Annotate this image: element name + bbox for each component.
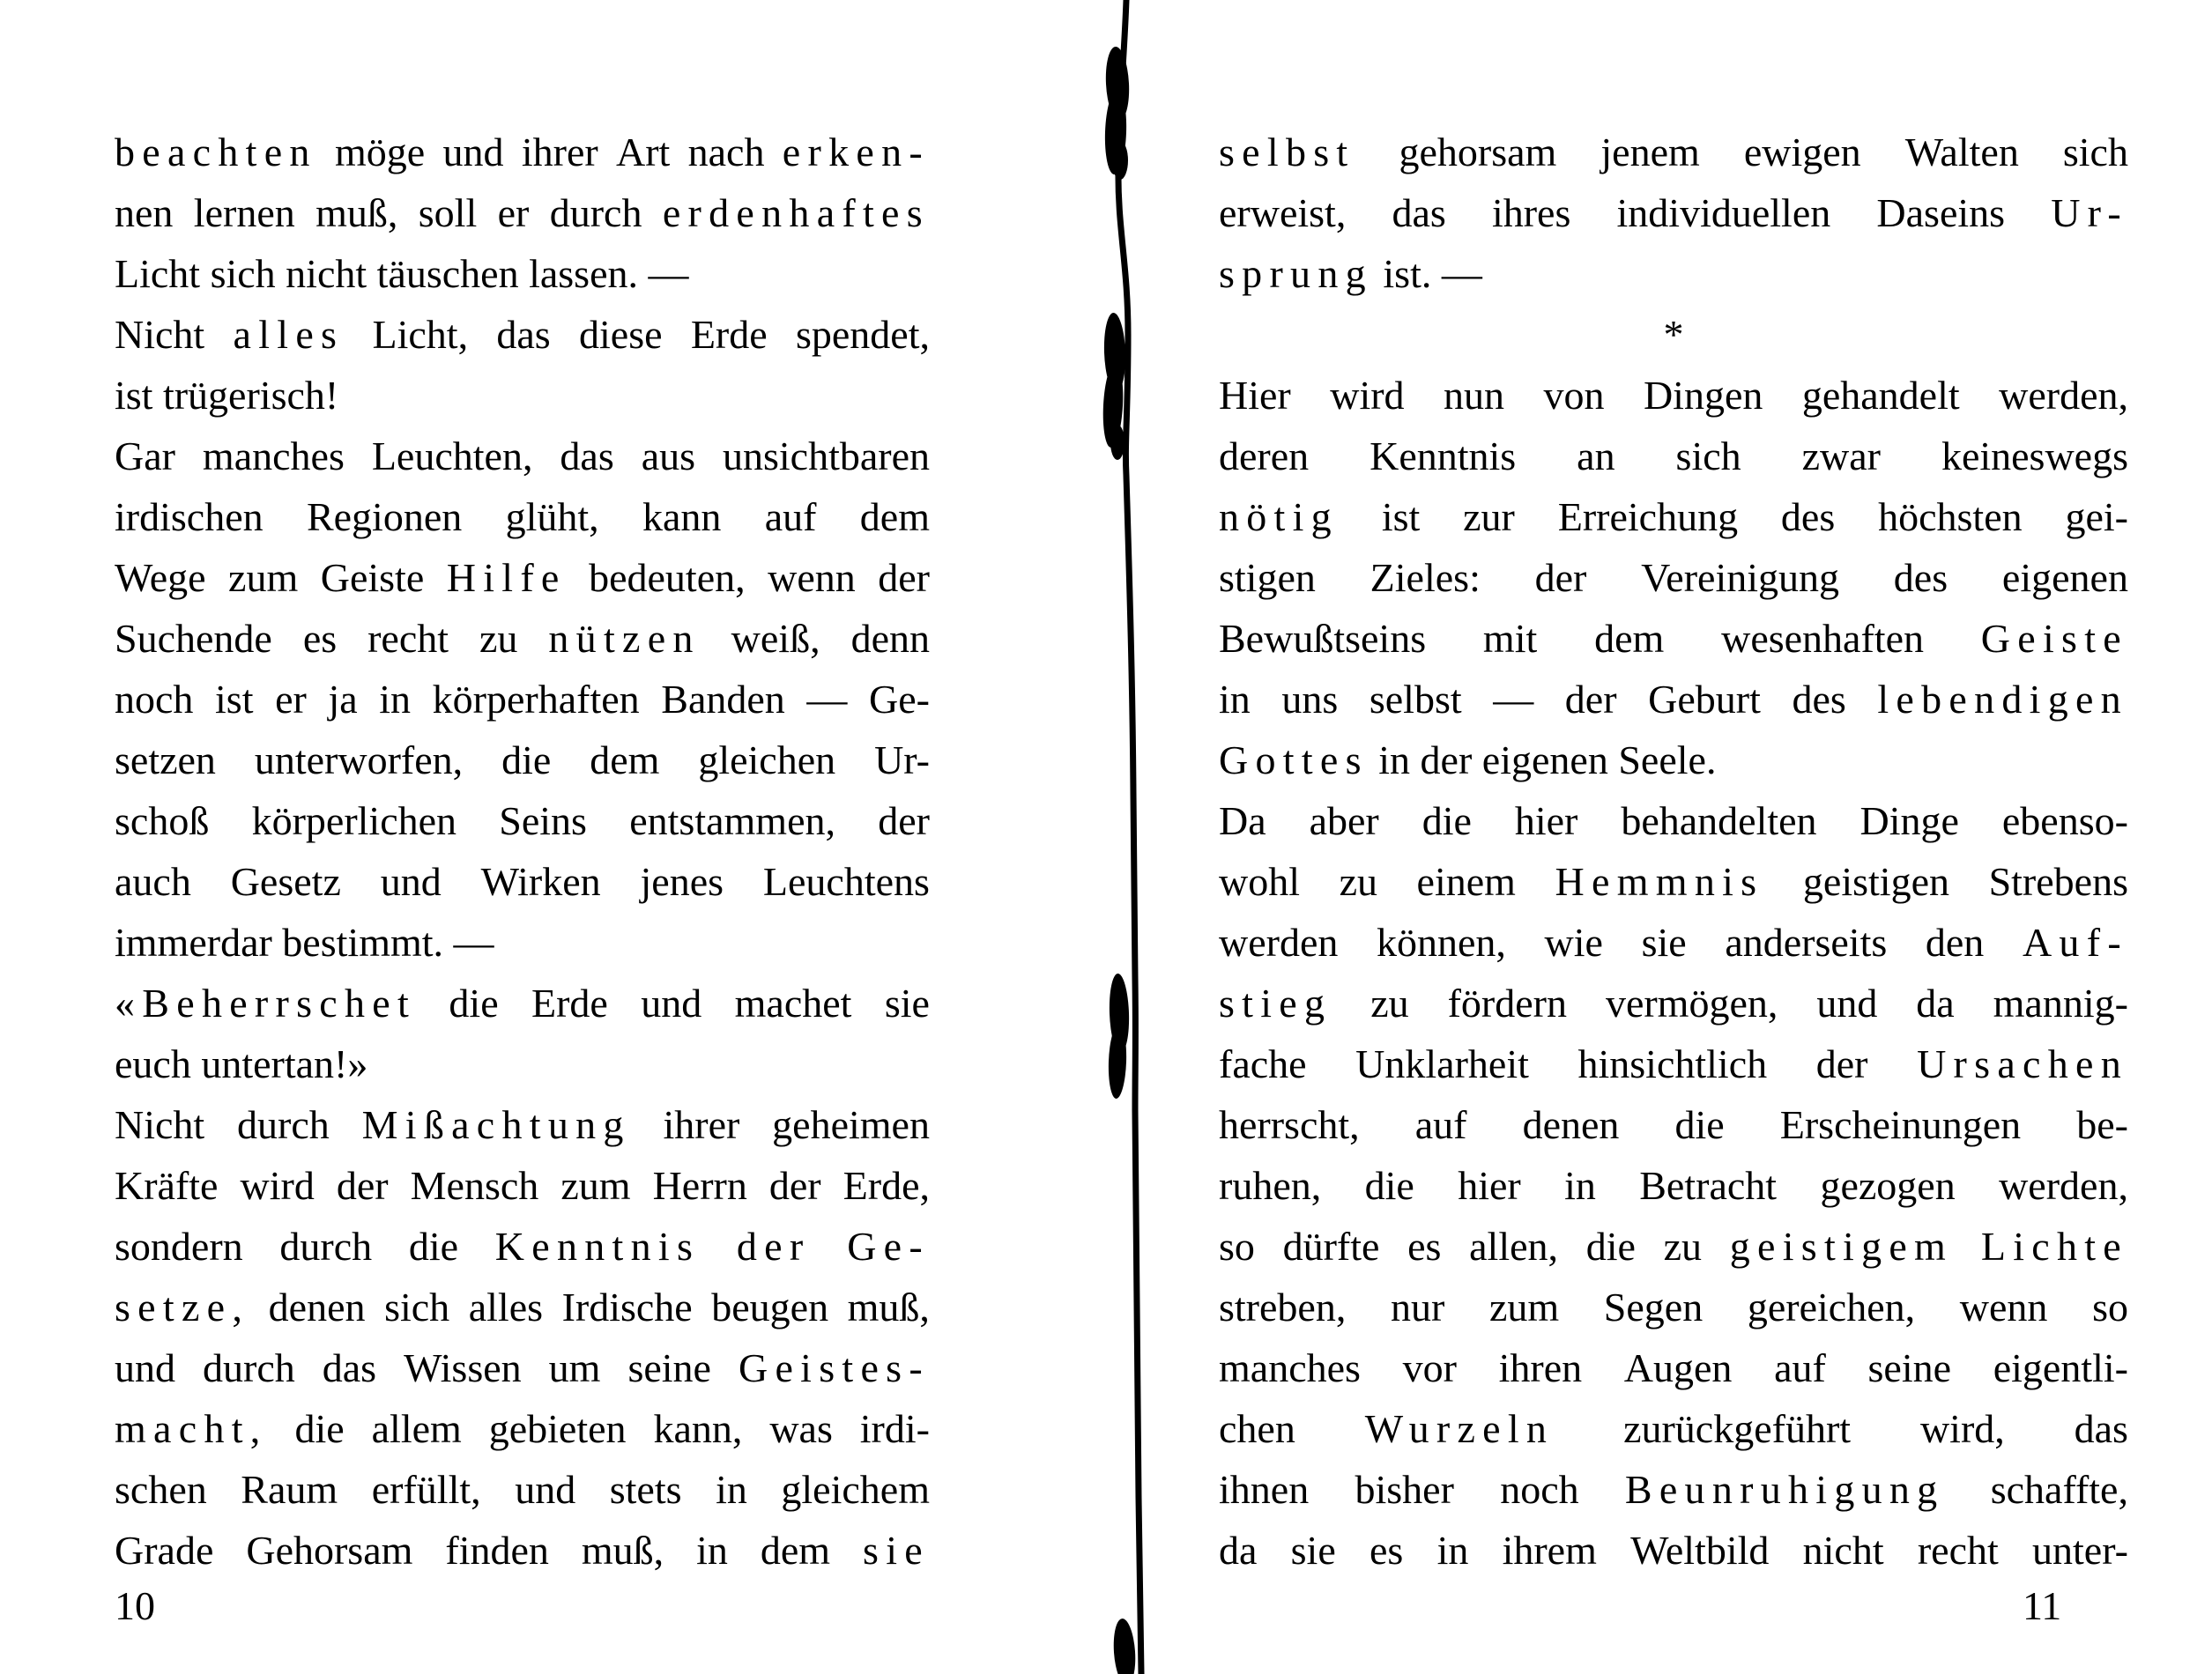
binding-fold-line xyxy=(1118,0,1141,1674)
text-line: euch untertan!» xyxy=(115,1041,368,1086)
text-line: wohl zu einem Hemmnis geistigen Strebens xyxy=(1219,859,2128,904)
text-line: «Beherrschet die Erde und machet sie xyxy=(115,981,930,1026)
text-line: Nicht durch Mißachtung ihrer geheimen xyxy=(115,1102,930,1147)
text-line: Bewußtseins mit dem wesenhaften Geiste xyxy=(1219,616,2128,661)
binding-gutter-ink xyxy=(1093,0,1172,1674)
text-line: herrscht, auf denen die Erscheinungen be- xyxy=(1219,1102,2128,1147)
text-line: setzen unterworfen, die dem gleichen Ur- xyxy=(115,737,930,782)
text-line: Da aber die hier behandelten Dinge ebenso- xyxy=(1219,798,2128,843)
left-page-number: 10 xyxy=(115,1583,155,1628)
text-line: Grade Gehorsam finden muß, in dem sie xyxy=(115,1528,930,1573)
text-line: immerdar bestimmt. — xyxy=(115,920,494,965)
text-line: auch Gesetz und Wirken jenes Leuchtens xyxy=(115,859,930,904)
text-line: manches vor ihren Augen auf seine eigentli- xyxy=(1219,1345,2128,1390)
text-line: stieg zu fördern vermögen, und da mannig- xyxy=(1219,981,2128,1026)
text-line: selbst gehorsam jenem ewigen Walten sich xyxy=(1219,130,2128,174)
text-line: irdischen Regionen glüht, kann auf dem xyxy=(115,494,930,539)
text-line: noch ist er ja in körperhaften Banden — Ge- xyxy=(115,677,930,722)
text-line: streben, nur zum Segen gereichen, wenn so xyxy=(1219,1285,2128,1330)
text-line: und durch das Wissen um seine Geistes- xyxy=(115,1345,930,1390)
text-line: Hier wird nun von Dingen gehandelt werden, xyxy=(1219,373,2128,418)
right-page-number: 11 xyxy=(2023,1583,2062,1628)
text-line: werden können, wie sie anderseits den Auf- xyxy=(1219,920,2128,965)
text-line: ist trügerisch! xyxy=(115,373,339,418)
left-page-text xyxy=(115,122,930,1581)
text-line: Gar manches Leuchten, das aus unsichtbaren xyxy=(115,433,930,478)
text-line: setze, denen sich alles Irdische beugen muß, xyxy=(115,1285,930,1330)
text-line: nen lernen muß, soll er durch erdenhaftes xyxy=(115,190,930,235)
text-line: stigen Zieles: der Vereinigung des eigenen xyxy=(1219,555,2128,600)
text-line: so dürfte es allen, die zu geistigem Lichte xyxy=(1219,1224,2128,1269)
text-line: Suchende es recht zu nützen weiß, denn xyxy=(115,616,930,661)
text-line: Kräfte wird der Mensch zum Herrn der Erde, xyxy=(115,1163,930,1208)
text-line: schoß körperlichen Seins entstammen, der xyxy=(115,798,930,843)
text-line: ruhen, die hier in Betracht gezogen werden, xyxy=(1219,1163,2128,1208)
text-line: ihnen bisher noch Beunruhigung schaffte, xyxy=(1219,1467,2128,1512)
text-line: da sie es in ihrem Weltbild nicht recht unter- xyxy=(1219,1528,2128,1573)
text-line: chen Wurzeln zurückgeführt wird, das xyxy=(1219,1406,2128,1451)
text-line: deren Kenntnis an sich zwar keineswegs xyxy=(1219,433,2128,478)
text-line: sprung ist. — xyxy=(1219,251,1482,296)
text-line: Licht sich nicht täuschen lassen. — xyxy=(115,251,689,296)
text-line: erweist, das ihres individuellen Daseins Ur- xyxy=(1219,190,2128,235)
text-line: in uns selbst — der Geburt des lebendigen xyxy=(1219,677,2128,722)
text-line: Nicht alles Licht, das diese Erde spendet, xyxy=(115,312,930,357)
text-line: schen Raum erfüllt, und stets in gleichem xyxy=(115,1467,930,1512)
right-page-text xyxy=(1219,122,2128,1581)
text-line: Gottes in der eigenen Seele. xyxy=(1219,737,1717,782)
text-line: sondern durch die Kenntnis der Ge- xyxy=(115,1224,930,1269)
text-line: nötig ist zur Erreichung des höchsten gei- xyxy=(1219,494,2128,539)
text-line: * xyxy=(1663,312,1684,357)
text-line: macht, die allem gebieten kann, was irdi- xyxy=(115,1406,930,1451)
text-line: beachten möge und ihrer Art nach erken- xyxy=(115,130,930,174)
text-line: fache Unklarheit hinsichtlich der Ursachen xyxy=(1219,1041,2128,1086)
text-line: Wege zum Geiste Hilfe bedeuten, wenn der xyxy=(115,555,930,600)
